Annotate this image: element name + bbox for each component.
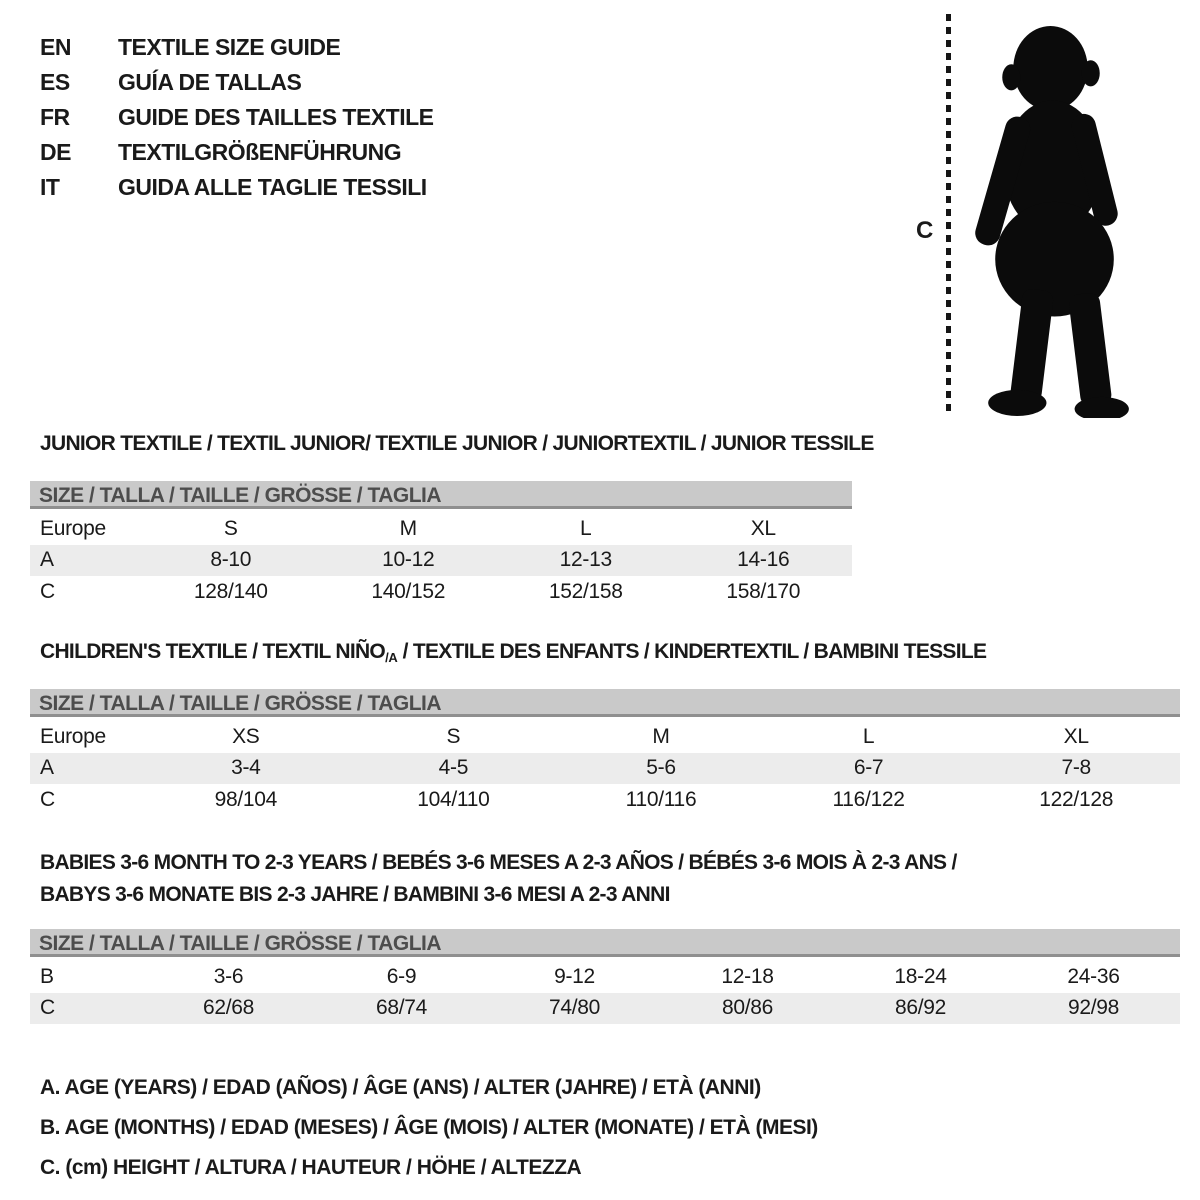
babies-section-title: [40, 847, 957, 911]
row-label-cell: B: [40, 964, 54, 988]
note-age-years: A. AGE (YEARS) / EDAD (AÑOS) / ÂGE (ANS) / ALTER (JAHRE) / ETÀ (ANNI): [40, 1076, 761, 1099]
children-title-suffix: / TEXTILE DES ENFANTS / KINDERTEXTIL / BAMBINI TESSILE: [397, 640, 987, 663]
language-code: FR: [40, 104, 70, 130]
size-column-cell: M: [399, 516, 417, 540]
language-row-fr: [40, 104, 434, 139]
junior-size-header-bar: SIZE / TALLA / TAILLE / GRÖSSE / TAGLIA: [30, 481, 852, 509]
row-label-cell: A: [30, 545, 142, 577]
value-cell: 86/92: [834, 993, 1007, 1025]
babies-height-row: [30, 993, 1180, 1025]
size-column-cell: XL: [750, 516, 776, 540]
value-cell: 104/110: [417, 787, 490, 811]
junior-size-table: [30, 513, 852, 608]
language-title: GUIDE DES TAILLES TEXTILE: [118, 104, 434, 130]
junior-height-row: [30, 576, 852, 608]
size-column-cell: L: [580, 516, 592, 540]
value-cell: 12-18: [721, 964, 774, 988]
value-cell: 18-24: [894, 964, 947, 988]
language-code: ES: [40, 69, 70, 95]
children-size-header-bar: SIZE / TALLA / TAILLE / GRÖSSE / TAGLIA: [30, 689, 1180, 717]
language-row-es: [40, 69, 434, 104]
note-age-months: B. AGE (MONTHS) / EDAD (MESES) / ÂGE (MOIS) / ALTER (MONATE) / ETÀ (MESI): [40, 1116, 818, 1139]
value-cell: 140/152: [371, 579, 446, 603]
value-cell: 9-12: [554, 964, 595, 988]
row-label-cell: C: [40, 787, 55, 811]
value-cell: 158/170: [726, 579, 801, 603]
children-size-table: [30, 721, 1180, 816]
language-title: TEXTILE SIZE GUIDE: [118, 34, 341, 60]
value-cell: 12-13: [497, 545, 675, 577]
value-cell: 122/128: [1039, 787, 1114, 811]
babies-size-header-bar: SIZE / TALLA / TAILLE / GRÖSSE / TAGLIA: [30, 929, 1180, 957]
value-cell: 3-4: [142, 753, 350, 785]
height-measure-dashed-line: [946, 14, 951, 417]
region-header-cell: Europe: [40, 516, 106, 540]
value-cell: 68/74: [315, 993, 488, 1025]
value-cell: 116/122: [832, 787, 905, 811]
value-cell: 152/158: [548, 579, 623, 603]
value-cell: 92/98: [1007, 993, 1180, 1025]
language-title-block: [40, 34, 434, 209]
value-cell: 10-12: [320, 545, 498, 577]
size-column-cell: XS: [232, 724, 260, 748]
children-title-prefix: CHILDREN'S TEXTILE / TEXTIL NIÑO: [40, 640, 386, 663]
row-label-cell: C: [30, 993, 142, 1025]
value-cell: 24-36: [1067, 964, 1120, 988]
value-cell: 4-5: [350, 753, 558, 785]
language-title: GUIDA ALLE TAGLIE TESSILI: [118, 174, 427, 200]
junior-columns-row: [30, 513, 852, 545]
value-cell: 80/86: [661, 993, 834, 1025]
value-cell: 6-7: [765, 753, 973, 785]
value-cell: 3-6: [213, 964, 244, 988]
size-column-cell: M: [652, 724, 670, 748]
row-label-cell: A: [30, 753, 142, 785]
region-header-cell: Europe: [40, 724, 106, 748]
language-title: GUÍA DE TALLAS: [118, 69, 302, 95]
language-code: DE: [40, 139, 71, 165]
children-height-row: [30, 784, 1180, 816]
children-age-row: [30, 753, 1180, 785]
measure-label-c: C: [916, 217, 934, 244]
language-row-en: [40, 34, 434, 69]
value-cell: 110/116: [625, 787, 697, 811]
toddler-silhouette-image: [963, 16, 1141, 418]
size-column-cell: XL: [1063, 724, 1089, 748]
size-column-cell: L: [862, 724, 875, 748]
junior-age-row: [30, 545, 852, 577]
value-cell: 14-16: [675, 545, 853, 577]
junior-section-title: JUNIOR TEXTILE / TEXTIL JUNIOR/ TEXTILE JUNIOR / JUNIORTEXTIL / JUNIOR TESSILE: [40, 432, 874, 455]
children-columns-row: [30, 721, 1180, 753]
value-cell: 62/68: [142, 993, 315, 1025]
language-row-it: [40, 174, 434, 209]
value-cell: 8-10: [142, 545, 320, 577]
value-cell: 98/104: [214, 787, 278, 811]
value-cell: 6-9: [386, 964, 417, 988]
language-row-de: [40, 139, 434, 174]
row-label-cell: C: [40, 579, 55, 603]
babies-size-table: [30, 961, 1180, 1024]
language-code: IT: [40, 174, 60, 200]
value-cell: 74/80: [488, 993, 661, 1025]
language-title: TEXTILGRÖßENFÜHRUNG: [118, 139, 402, 165]
note-height-cm: C. (cm) HEIGHT / ALTURA / HAUTEUR / HÖHE / ALTEZZA: [40, 1156, 582, 1179]
value-cell: 7-8: [972, 753, 1180, 785]
size-column-cell: S: [223, 516, 238, 540]
babies-age-row: [30, 961, 1180, 993]
legend-notes: [40, 1068, 818, 1188]
children-section-title: [40, 639, 986, 671]
size-column-cell: S: [446, 724, 461, 748]
babies-title-line1: BABIES 3-6 MONTH TO 2-3 YEARS / BEBÉS 3-6 MESES A 2-3 AÑOS / BÉBÉS 3-6 MOIS À 2-3 ANS /: [40, 851, 957, 874]
value-cell: 128/140: [193, 579, 268, 603]
value-cell: 5-6: [557, 753, 765, 785]
language-code: EN: [40, 34, 71, 60]
babies-title-line2: BABYS 3-6 MONATE BIS 2-3 JAHRE / BAMBINI 3-6 MESI A 2-3 ANNI: [40, 883, 670, 906]
children-title-subscript: /A: [385, 650, 398, 665]
